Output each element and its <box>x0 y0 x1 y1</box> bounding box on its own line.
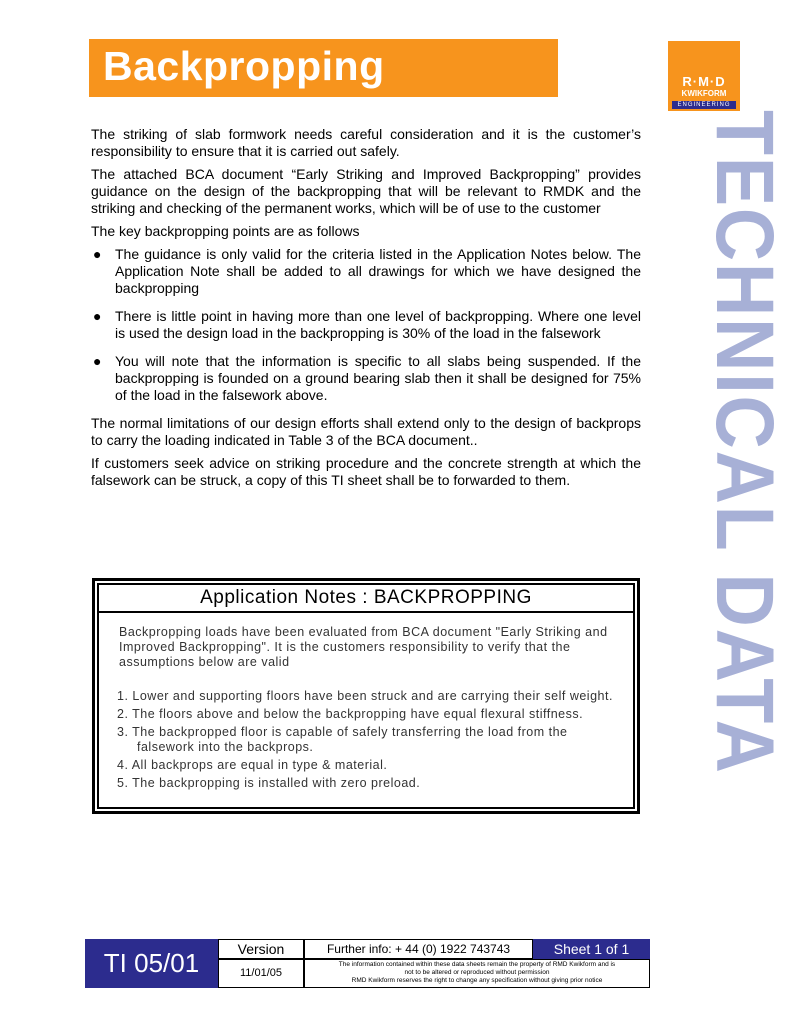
footer <box>85 939 650 988</box>
legal-notice <box>304 959 650 988</box>
list-item <box>91 353 641 404</box>
application-notes-intro: Backpropping loads have been evaluated from BCA document "Early Striking and Improved Backpropping". It is the customers responsibility to verify that the assumptions below are valid <box>119 625 608 669</box>
application-notes-title: Application Notes : BACKPROPPING <box>97 583 635 613</box>
logo-rmd: R·M·D <box>682 74 726 89</box>
key-points-list <box>91 246 641 404</box>
legal-line-3: RMD Kwikform reserves the right to change any specification without giving prior notice <box>351 977 603 984</box>
sheet-number: Sheet 1 of 1 <box>533 939 650 959</box>
assumptions-list <box>117 689 627 794</box>
list-item: 2. The floors above and below the backpropping have equal flexural stiffness. <box>117 707 584 721</box>
list-item: 1. Lower and supporting floors have been struck and are carrying their self weight. <box>117 689 613 703</box>
bullet-icon: ● <box>93 308 102 324</box>
ti-number: TI 05/01 <box>85 939 218 988</box>
technical-data-text: TECHNICAL DATA <box>699 110 790 775</box>
technical-data-banner <box>699 110 790 920</box>
further-info: Further info: + 44 (0) 1922 743743 <box>304 939 533 959</box>
paragraph-4: The normal limitations of our design efforts shall extend only to the design of backprops to carry the loading indicated in Table 3 of the BCA document.. <box>91 415 641 448</box>
paragraph-1: The striking of slab formwork needs careful consideration and it is the customer’s responsibility to ensure that it is carried out safely. <box>91 126 641 159</box>
bullet-text: The guidance is only valid for the criteria listed in the Application Notes below. The Application Note shall be added to all drawings for which we have designed the backpropping <box>115 246 641 296</box>
body-text <box>91 126 641 495</box>
list-item <box>91 246 641 297</box>
list-item: 3. The backpropped floor is capable of safely transferring the load from the falsework into the backprops. <box>117 725 568 754</box>
paragraph-3: The key backpropping points are as follows <box>91 223 360 239</box>
list-item: 5. The backpropping is installed with zero preload. <box>117 776 421 790</box>
bullet-icon: ● <box>93 353 102 369</box>
paragraph-2: The attached BCA document “Early Striking and Improved Backpropping” provides guidance on the design of the backpropping that will be relevant to RMDK and the striking and checking of the permanent works, which will be of use to the customer <box>91 166 641 216</box>
application-notes-body <box>97 611 635 809</box>
page-title: Backpropping <box>103 43 385 89</box>
legal-line-2: not to be altered or reproduced without permission <box>404 969 550 976</box>
version-label: Version <box>218 939 304 959</box>
bullet-text: There is little point in having more than one level of backpropping. Where one level is used the design load in the backpropping is 30% of the load in the falsework <box>115 308 641 341</box>
paragraph-5: If customers seek advice on striking procedure and the concrete strength at which the falsework can be struck, a copy of this TI sheet shall be to forwarded to them. <box>91 455 641 488</box>
application-notes-box <box>92 578 640 814</box>
rmd-kwikform-logo <box>668 41 740 111</box>
legal-line-1: The information contained within these data sheets remain the property of RMD Kwikform and is <box>338 961 616 968</box>
logo-engineering: ENGINEERING <box>672 101 736 109</box>
logo-kwikform: KWIKFORM <box>681 89 727 98</box>
title-bar <box>89 39 558 97</box>
version-date: 11/01/05 <box>218 959 304 988</box>
bullet-icon: ● <box>93 246 102 262</box>
list-item <box>91 308 641 342</box>
bullet-text: You will note that the information is specific to all slabs being suspended. If the backpropping is founded on a ground bearing slab then it shall be designed for 75% of the load in the falsework above. <box>115 353 641 403</box>
list-item: 4. All backprops are equal in type & material. <box>117 758 388 772</box>
